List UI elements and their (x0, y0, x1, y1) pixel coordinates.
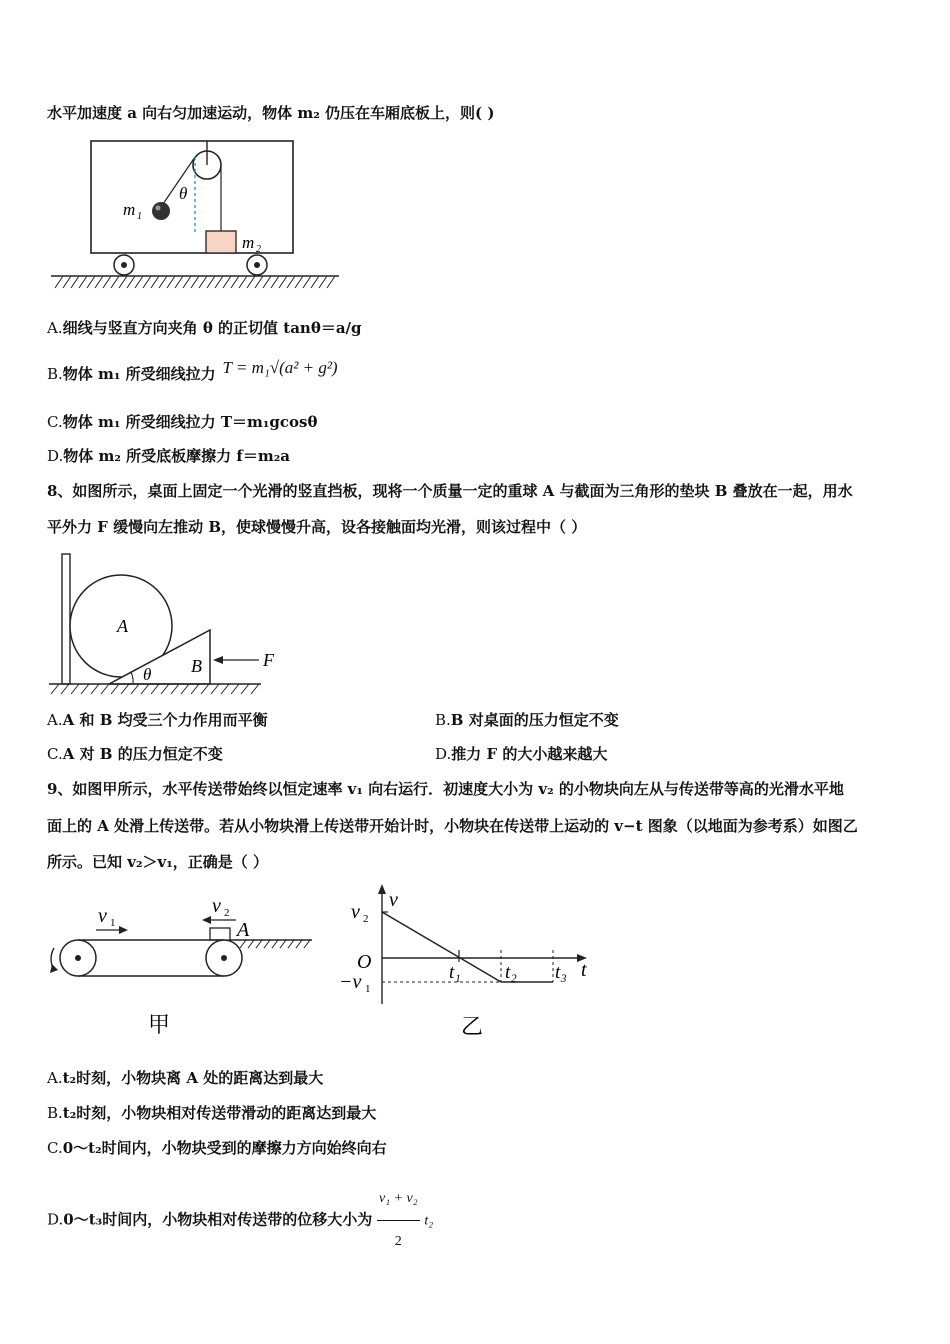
m1-ball (152, 202, 170, 220)
svg-text:1: 1 (365, 983, 371, 995)
svg-text:v: v (351, 901, 360, 923)
caption-yi: 乙 (461, 1014, 484, 1039)
svg-text:t: t (581, 959, 587, 981)
tick-t1: t₁ (449, 962, 461, 983)
q7-option-b[interactable]: B.物体 m₁ 所受细线拉力 T = m₁√(a² + g²) (47, 358, 338, 383)
svg-text:1: 1 (137, 211, 142, 222)
svg-text:1: 1 (110, 917, 116, 929)
svg-text:v: v (98, 905, 107, 927)
q9-option-d-fraction: $\frac{\text{v₁ + v₂}}{2}$ (377, 1178, 420, 1263)
svg-text:v: v (389, 889, 398, 911)
svg-text:2: 2 (224, 907, 230, 919)
q7-option-d[interactable]: D.物体 m₂ 所受底板摩擦力 f＝m₂a (47, 447, 290, 465)
q8-option-b[interactable]: B.B 对桌面的压力恒定不变 (435, 711, 619, 729)
svg-text:O: O (357, 951, 372, 973)
svg-text:−v: −v (339, 971, 362, 993)
m2-label: m (242, 233, 255, 252)
q8-option-d[interactable]: D.推力 F 的大小越来越大 (435, 745, 608, 763)
q9-stem-line3: 所示。已知 v₂＞v₁，正确是（ ） (47, 853, 269, 871)
svg-text:v: v (212, 895, 221, 917)
q8-option-a[interactable]: A.A 和 B 均受三个力作用而平衡 (47, 711, 268, 729)
q9-option-c[interactable]: C.0～t₂时间内，小物块受到的摩擦力方向始终向右 (47, 1139, 387, 1157)
caption-jia: 甲 (148, 1012, 171, 1037)
q9-stem-line2: 面上的 A 处滑上传送带。若从小物块滑上传送带开始计时，小物块在传送带上运动的 v−t 图象（以地面为参考系）如图乙 (47, 817, 858, 835)
q9-stem-line1: 9、如图甲所示，水平传送带始终以恒定速率 v₁ 向右运行．初速度大小为 v₂ 的小物块向左从与传送带等高的光滑水平地 (47, 780, 844, 798)
q8-stem-line1: 8、如图所示，桌面上固定一个光滑的竖直挡板，现将一个质量一定的重球 A 与截面为三角形的垫块 B 叠放在一起，用水 (47, 482, 853, 500)
svg-text:A: A (117, 616, 128, 636)
m2-block (206, 231, 236, 253)
q8-option-c[interactable]: C.A 对 B 的压力恒定不变 (47, 745, 223, 763)
svg-text:2: 2 (256, 244, 261, 255)
q9-figure-yi (335, 880, 605, 1040)
svg-text:B: B (191, 656, 202, 676)
q8-figure-ball-wedge (47, 550, 287, 700)
q7-option-b-formula: T = m₁√(a² + g²) (222, 358, 338, 377)
q7-intro: 水平加速度 a 向右匀加速运动，物体 m₂ 仍压在车厢底板上，则( ) (47, 104, 495, 122)
q9-option-b[interactable]: B.t₂时刻，小物块相对传送带滑动的距离达到最大 (47, 1104, 377, 1122)
tick-t2: t₂ (505, 962, 517, 983)
q8-stem-line2: 平外力 F 缓慢向左推动 B，使球慢慢升高，设各接触面均光滑，则该过程中（ ） (47, 518, 587, 536)
svg-text:A: A (237, 919, 250, 941)
q9-figure-jia (40, 890, 320, 1040)
vt-line-descending (382, 912, 501, 982)
theta-label: θ (179, 184, 188, 203)
svg-text:θ: θ (143, 665, 152, 684)
q7-figure-cart (47, 135, 347, 295)
q9-option-a[interactable]: A.t₂时刻，小物块离 A 处的距离达到最大 (47, 1069, 324, 1087)
q7-option-c[interactable]: C.物体 m₁ 所受细线拉力 T＝m₁gcosθ (47, 413, 318, 431)
svg-text:2: 2 (363, 913, 369, 925)
tick-t3: t₃ (555, 962, 567, 983)
m1-label: m (123, 200, 136, 219)
svg-text:F: F (263, 650, 274, 670)
q9-option-d[interactable]: D.0～t₃时间内，小物块相对传送带的位移大小为 $\frac{\text{v₁ + v₂}}{2}$ t₂ (47, 1178, 433, 1263)
q7-option-a[interactable]: A.细线与竖直方向夹角 θ 的正切值 tanθ＝a/g (47, 319, 362, 337)
small-block (210, 928, 230, 940)
